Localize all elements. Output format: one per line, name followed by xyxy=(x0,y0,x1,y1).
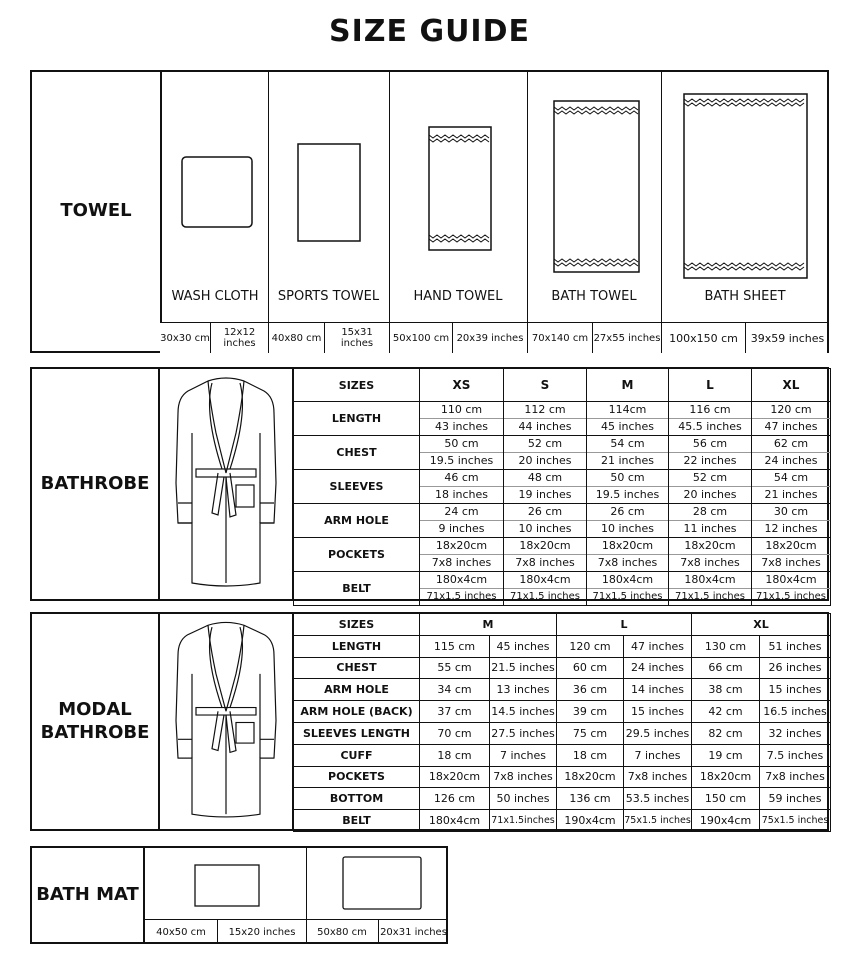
measurement-cell: 42 cm xyxy=(692,701,760,723)
measurement-cell: 50 inches xyxy=(490,788,557,810)
measurement-cell: 7x8 inches xyxy=(490,766,557,788)
bathrobe-size-table xyxy=(293,368,831,606)
modal-label-line2: BATHROBE xyxy=(40,721,150,743)
inch-value: 11 inches xyxy=(669,520,751,537)
size-header: M xyxy=(420,614,557,636)
inch-value: 45.5 inches xyxy=(669,418,751,435)
zigzag-border xyxy=(554,259,638,262)
measurement-cell: 59 inches xyxy=(760,788,831,810)
bathrobe-section xyxy=(30,367,829,601)
sports-towel-icon xyxy=(298,144,360,241)
zigzag-border xyxy=(429,139,489,142)
table-row xyxy=(294,538,831,572)
measurement-cell xyxy=(420,504,504,538)
cm-value: 18x20cm xyxy=(684,539,736,552)
cm-value: 180x4cm xyxy=(519,573,571,586)
bath-towel-icon xyxy=(554,101,639,272)
measurement-cell: 82 cm xyxy=(692,722,760,744)
measurement-cell xyxy=(587,470,669,504)
measurement-cell: 18x20cm xyxy=(420,766,490,788)
inch-value: 20 inches xyxy=(504,452,586,469)
measurement-cell xyxy=(669,538,752,572)
cm-value: 120 cm xyxy=(770,403,812,416)
measurement-cell: 39 cm xyxy=(557,701,624,723)
inch-value: 71x1.5 inches xyxy=(420,588,503,605)
cm-value: 18x20cm xyxy=(435,539,488,552)
table-row xyxy=(294,635,831,657)
measurement-cell: 60 cm xyxy=(557,657,624,679)
cm-value: 18x20cm xyxy=(519,539,571,552)
inch-value: 19 inches xyxy=(504,486,586,503)
measurement-cell: 14 inches xyxy=(624,679,692,701)
cm-value: 56 cm xyxy=(692,437,728,450)
measurement-cell xyxy=(752,538,831,572)
measurement-label: SLEEVES xyxy=(294,470,420,504)
size-header: XS xyxy=(420,369,504,402)
measurement-cell: 38 cm xyxy=(692,679,760,701)
measurement-cell xyxy=(504,572,587,606)
zigzag-border xyxy=(429,235,489,238)
measurement-cell: 126 cm xyxy=(420,788,490,810)
measurement-cell xyxy=(752,436,831,470)
measurement-cell: 37 cm xyxy=(420,701,490,723)
size-header: L xyxy=(669,369,752,402)
measurement-label: ARM HOLE xyxy=(294,679,420,701)
measurement-cell xyxy=(420,470,504,504)
towel-cm: 30x30 cm xyxy=(160,332,210,344)
modal-bathrobe-label xyxy=(32,614,160,829)
measurement-cell xyxy=(420,402,504,436)
measurement-cell: 115 cm xyxy=(420,635,490,657)
zigzag-border xyxy=(429,239,489,242)
cm-value: 18x20cm xyxy=(765,539,817,552)
inch-value: 7x8 inches xyxy=(587,554,668,571)
wash-cloth-icon xyxy=(182,157,252,227)
measurement-cell: 24 inches xyxy=(624,657,692,679)
zigzag-border xyxy=(684,99,804,102)
table-row xyxy=(294,788,831,810)
towel-inches: 12x12 inches xyxy=(210,323,268,353)
measurement-cell: 14.5 inches xyxy=(490,701,557,723)
measurement-cell xyxy=(669,504,752,538)
table-row xyxy=(294,436,831,470)
header-row xyxy=(294,369,831,402)
cm-value: 114cm xyxy=(608,403,647,416)
table-row xyxy=(294,504,831,538)
measurement-label: POCKETS xyxy=(294,766,420,788)
measurement-cell xyxy=(587,436,669,470)
measurement-label: LENGTH xyxy=(294,635,420,657)
measurement-cell: 32 inches xyxy=(760,722,831,744)
inch-value: 44 inches xyxy=(504,418,586,435)
cm-value: 50 cm xyxy=(444,437,479,450)
inch-value: 7x8 inches xyxy=(669,554,751,571)
cm-value: 24 cm xyxy=(444,505,479,518)
bath-mat-inches: 20x31 inches xyxy=(378,920,448,944)
measurement-cell: 21.5 inches xyxy=(490,657,557,679)
inch-value: 43 inches xyxy=(420,418,503,435)
sizes-header: SIZES xyxy=(294,369,420,402)
measurement-cell: 7.5 inches xyxy=(760,744,831,766)
measurement-cell xyxy=(752,572,831,606)
modal-bathrobe-section xyxy=(30,612,829,831)
measurement-cell: 18x20cm xyxy=(557,766,624,788)
measurement-cell: 18 cm xyxy=(557,744,624,766)
measurement-cell: 51 inches xyxy=(760,635,831,657)
towel-inches: 27x55 inches xyxy=(592,323,661,353)
towel-inches: 20x39 inches xyxy=(452,323,527,353)
measurement-label: POCKETS xyxy=(294,538,420,572)
measurement-cell: 16.5 inches xyxy=(760,701,831,723)
measurement-cell: 19 cm xyxy=(692,744,760,766)
towel-cm: 70x140 cm xyxy=(527,323,592,353)
measurement-cell: 18x20cm xyxy=(692,766,760,788)
size-header: S xyxy=(504,369,587,402)
inch-value: 24 inches xyxy=(752,452,830,469)
measurement-cell: 55 cm xyxy=(420,657,490,679)
cm-value: 54 cm xyxy=(773,471,809,484)
measurement-cell: 13 inches xyxy=(490,679,557,701)
inch-value: 9 inches xyxy=(420,520,503,537)
size-header: XL xyxy=(692,614,831,636)
towel-section xyxy=(30,70,829,353)
measurement-cell: 7x8 inches xyxy=(624,766,692,788)
measurement-cell xyxy=(504,402,587,436)
cm-value: 18x20cm xyxy=(601,539,654,552)
inch-value: 20 inches xyxy=(669,486,751,503)
measurement-cell xyxy=(587,572,669,606)
zigzag-border xyxy=(684,263,804,266)
measurement-label: ARM HOLE (BACK) xyxy=(294,701,420,723)
towel-name: BATH TOWEL xyxy=(551,289,637,304)
inch-value: 10 inches xyxy=(504,520,586,537)
bath-mat-inches: 15x20 inches xyxy=(217,920,306,944)
measurement-label: SLEEVES LENGTH xyxy=(294,722,420,744)
size-header: XL xyxy=(752,369,831,402)
modal-label-line1: MODAL xyxy=(58,699,132,720)
measurement-cell xyxy=(504,538,587,572)
bath-mat-cm: 50x80 cm xyxy=(317,926,367,938)
measurement-cell xyxy=(420,538,504,572)
towel-cm: 50x100 cm xyxy=(389,323,452,353)
bath-mat-label: BATH MAT xyxy=(32,848,145,942)
sizes-header: SIZES xyxy=(294,614,420,636)
cm-value: 116 cm xyxy=(689,403,731,416)
inch-value: 7x8 inches xyxy=(752,554,830,571)
measurement-cell: 66 cm xyxy=(692,657,760,679)
measurement-cell: 75 cm xyxy=(557,722,624,744)
measurement-cell xyxy=(420,572,504,606)
bath-mat-section xyxy=(30,846,448,944)
cm-value: 26 cm xyxy=(610,505,645,518)
measurement-cell xyxy=(669,470,752,504)
measurement-cell xyxy=(587,504,669,538)
towel-name: WASH CLOTH xyxy=(171,289,259,304)
measurement-cell: 47 inches xyxy=(624,635,692,657)
measurement-cell xyxy=(587,538,669,572)
bath-mat-cm: 40x50 cm xyxy=(156,926,206,938)
inch-value: 47 inches xyxy=(752,418,830,435)
cm-value: 110 cm xyxy=(440,403,483,416)
inch-value: 12 inches xyxy=(752,520,830,537)
cm-value: 50 cm xyxy=(610,471,645,484)
table-row xyxy=(294,657,831,679)
size-header: M xyxy=(587,369,669,402)
towel-illustrations xyxy=(32,72,829,353)
measurement-label: BELT xyxy=(294,810,420,832)
table-row xyxy=(294,701,831,723)
measurement-label: ARM HOLE xyxy=(294,504,420,538)
measurement-label: CUFF xyxy=(294,744,420,766)
towel-cm: 40x80 cm xyxy=(268,323,324,353)
size-header: L xyxy=(557,614,692,636)
measurement-cell: 53.5 inches xyxy=(624,788,692,810)
page-title: SIZE GUIDE xyxy=(328,14,530,49)
towel-inches: 15x31 inches xyxy=(324,323,389,353)
towel-name: SPORTS TOWEL xyxy=(277,289,380,304)
measurement-cell: 136 cm xyxy=(557,788,624,810)
zigzag-border xyxy=(554,107,638,110)
cm-value: 48 cm xyxy=(527,471,563,484)
measurement-cell: 75x1.5 inches xyxy=(760,810,831,832)
hand-towel-icon xyxy=(429,127,491,250)
measurement-cell: 29.5 inches xyxy=(624,722,692,744)
measurement-cell: 190x4cm xyxy=(692,810,760,832)
cm-value: 112 cm xyxy=(524,403,566,416)
measurement-label: BELT xyxy=(294,572,420,606)
measurement-label: BOTTOM xyxy=(294,788,420,810)
measurement-cell: 15 inches xyxy=(624,701,692,723)
measurement-label: LENGTH xyxy=(294,402,420,436)
measurement-cell xyxy=(420,436,504,470)
cm-value: 180x4cm xyxy=(601,573,654,586)
inch-value: 71x1.5 inches xyxy=(504,588,586,605)
towel-label: TOWEL xyxy=(32,72,162,351)
measurement-cell xyxy=(669,572,752,606)
inch-value: 21 inches xyxy=(752,486,830,503)
measurement-cell: 34 cm xyxy=(420,679,490,701)
zigzag-border xyxy=(684,267,804,270)
zigzag-border xyxy=(429,135,489,138)
measurement-cell: 7 inches xyxy=(490,744,557,766)
cm-value: 180x4cm xyxy=(684,573,736,586)
measurement-cell: 18 cm xyxy=(420,744,490,766)
header-row xyxy=(294,614,831,636)
table-row xyxy=(294,402,831,436)
measurement-cell: 180x4cm xyxy=(420,810,490,832)
table-row xyxy=(294,744,831,766)
inch-value: 71x1.5 inches xyxy=(752,588,830,605)
inch-value: 71x1.5 inches xyxy=(669,588,751,605)
table-row xyxy=(294,470,831,504)
table-row xyxy=(294,766,831,788)
bathrobe-label: BATHROBE xyxy=(32,369,160,599)
inch-value: 19.5 inches xyxy=(587,486,668,503)
measurement-cell: 45 inches xyxy=(490,635,557,657)
measurement-cell: 150 cm xyxy=(692,788,760,810)
measurement-cell: 190x4cm xyxy=(557,810,624,832)
cm-value: 62 cm xyxy=(773,437,809,450)
cm-value: 54 cm xyxy=(610,437,645,450)
measurement-label: CHEST xyxy=(294,436,420,470)
inch-value: 21 inches xyxy=(587,452,668,469)
inch-value: 18 inches xyxy=(420,486,503,503)
towel-name: HAND TOWEL xyxy=(413,289,503,304)
zigzag-border xyxy=(554,111,638,114)
measurement-cell xyxy=(669,402,752,436)
towel-name: BATH SHEET xyxy=(704,289,786,304)
measurement-cell xyxy=(504,504,587,538)
measurement-cell: 36 cm xyxy=(557,679,624,701)
modal-size-table xyxy=(293,613,831,832)
modal-bathrobe-icon xyxy=(160,614,292,831)
table-row xyxy=(294,679,831,701)
cm-value: 52 cm xyxy=(527,437,563,450)
zigzag-border xyxy=(554,263,638,266)
measurement-cell xyxy=(752,470,831,504)
cm-value: 30 cm xyxy=(773,505,809,518)
towel-inches: 39x59 inches xyxy=(745,323,829,353)
inch-value: 22 inches xyxy=(669,452,751,469)
measurement-cell: 130 cm xyxy=(692,635,760,657)
inch-value: 10 inches xyxy=(587,520,668,537)
measurement-cell xyxy=(504,470,587,504)
measurement-cell: 7 inches xyxy=(624,744,692,766)
bathrobe-icon xyxy=(160,369,292,601)
measurement-cell: 70 cm xyxy=(420,722,490,744)
towel-cm: 100x150 cm xyxy=(661,323,745,353)
cm-value: 46 cm xyxy=(444,471,479,484)
bath-mat-large-icon xyxy=(343,857,421,909)
cm-value: 52 cm xyxy=(692,471,728,484)
measurement-cell: 71x1.5inches xyxy=(490,810,557,832)
measurement-cell: 27.5 inches xyxy=(490,722,557,744)
measurement-cell xyxy=(587,402,669,436)
measurement-cell xyxy=(669,436,752,470)
zigzag-border xyxy=(684,103,804,106)
inch-value: 19.5 inches xyxy=(420,452,503,469)
table-row xyxy=(294,722,831,744)
measurement-cell xyxy=(752,402,831,436)
cm-value: 28 cm xyxy=(692,505,728,518)
inch-value: 45 inches xyxy=(587,418,668,435)
measurement-cell: 75x1.5 inches xyxy=(624,810,692,832)
measurement-cell: 120 cm xyxy=(557,635,624,657)
measurement-cell xyxy=(504,436,587,470)
cm-value: 26 cm xyxy=(527,505,563,518)
bath-mat-small-icon xyxy=(195,865,259,906)
cm-value: 180x4cm xyxy=(435,573,488,586)
inch-value: 71x1.5 inches xyxy=(587,588,668,605)
measurement-cell: 7x8 inches xyxy=(760,766,831,788)
measurement-label: CHEST xyxy=(294,657,420,679)
table-row xyxy=(294,572,831,606)
measurement-cell: 15 inches xyxy=(760,679,831,701)
cm-value: 180x4cm xyxy=(765,573,817,586)
measurement-cell: 26 inches xyxy=(760,657,831,679)
measurement-cell xyxy=(752,504,831,538)
table-row xyxy=(294,810,831,832)
bath-sheet-icon xyxy=(684,94,807,278)
inch-value: 7x8 inches xyxy=(420,554,503,571)
inch-value: 7x8 inches xyxy=(504,554,586,571)
